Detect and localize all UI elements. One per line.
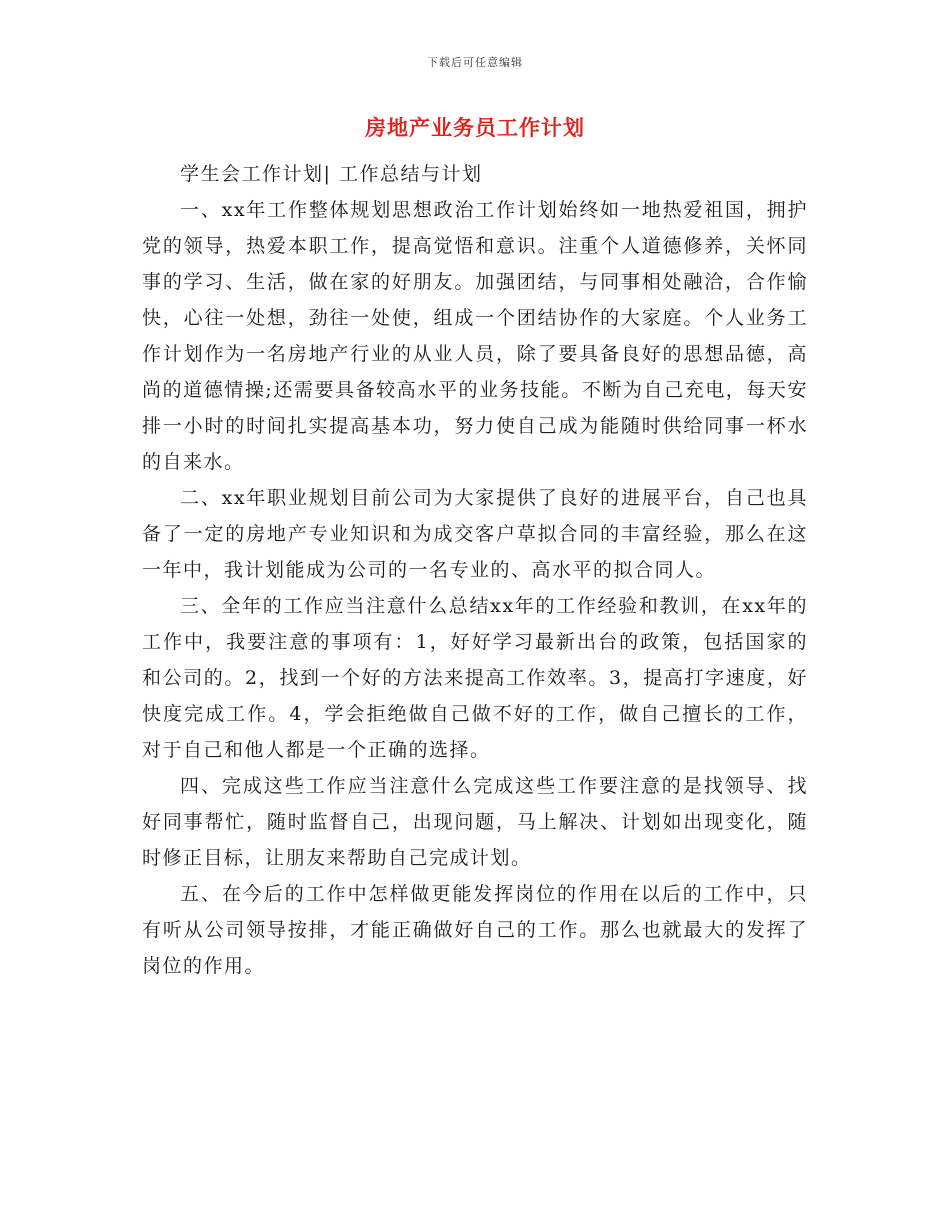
document-body: [142, 156, 808, 984]
header-note: 下载后可任意编辑: [427, 56, 523, 69]
paragraph-1: 一、xx年工作整体规划思想政治工作计划始终如一地热爱祖国，拥护党的领导，热爱本职工作，提高觉悟和意识。注重个人道德修养，关怀同事的学习、生活，做在家的好朋友。加强团结，与同事相处融洽，合作愉快，心往一处想，劲往一处使，组成一个团结协作的大家庭。个人业务工作计划作为一名房地产行业的从业人员，除了要具备良好的思想品德，高尚的道德情操;还需要具备较高水平的业务技能。不断为自己充电，每天安排一小时的时间扎实提高基本功，努力使自己成为能随时供给同事一杯水的自来水。: [142, 199, 808, 473]
document-title: 房地产业务员工作计划: [365, 115, 585, 140]
document-subtitle: 学生会工作计划| 工作总结与计划: [180, 163, 483, 185]
paragraph-5: 五、在今后的工作中怎样做更能发挥岗位的作用在以后的工作中，只有听从公司领导按排，才能正确做好自己的工作。那么也就最大的发挥了岗位的作用。: [142, 883, 808, 977]
paragraph-3: 三、全年的工作应当注意什么总结xx年的工作经验和教训，在xx年的工作中，我要注意的事项有：1，好好学习最新出台的政策，包括国家的和公司的。2，找到一个好的方法来提高工作效率。3，提高打字速度，好快度完成工作。4，学会拒绝做自己做不好的工作，做自己擅长的工作，对于自己和他人都是一个正确的选择。: [142, 595, 808, 761]
paragraph-2: 二、xx年职业规划目前公司为大家提供了良好的进展平台，自己也具备了一定的房地产专业知识和为成交客户草拟合同的丰富经验，那么在这一年中，我计划能成为公司的一名专业的、高水平的拟合同人。: [142, 487, 808, 581]
paragraph-4: 四、完成这些工作应当注意什么完成这些工作要注意的是找领导、找好同事帮忙，随时监督自己，出现问题，马上解决、计划如出现变化，随时修正目标，让朋友来帮助自己完成计划。: [142, 775, 808, 869]
